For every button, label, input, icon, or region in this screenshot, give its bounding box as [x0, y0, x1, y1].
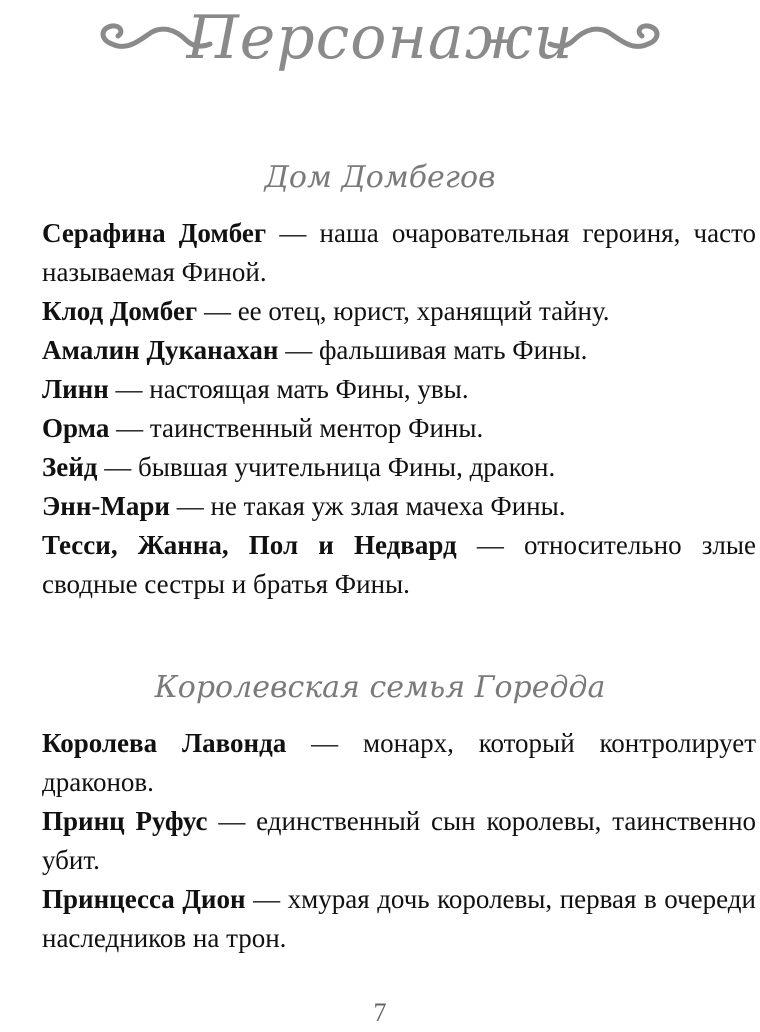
character-entry: [4, 802, 756, 880]
character-description: — настоящая мать Фины, увы.: [108, 374, 469, 404]
character-entry: [4, 448, 756, 487]
character-description: — наша очаровательная героиня, часто называемая Финой.: [42, 218, 756, 287]
character-name: Амалин Дуканахан: [42, 335, 279, 365]
character-description: — единственный сын королевы, таинственно убит.: [42, 806, 757, 875]
character-name: Принц Руфус: [42, 806, 208, 836]
character-name: Королева Лавонда: [42, 728, 287, 758]
character-name: Орма: [42, 413, 110, 443]
character-name: Энн-Мари: [42, 491, 170, 521]
character-name: Линн: [42, 374, 109, 404]
character-description: — относительно злые сводные сестры и братья Фины.: [42, 530, 757, 599]
section-heading-dombeg: Дом Домбегов: [264, 160, 496, 195]
section-heading-royal-family: Королевская семья Горедда: [154, 670, 606, 705]
character-entry: [4, 214, 756, 292]
section-dombeg-entries: [4, 214, 756, 604]
character-name: Принцесса Дион: [42, 884, 246, 914]
character-description: — фальшивая мать Фины.: [278, 335, 588, 365]
character-entry: [4, 292, 756, 331]
character-description: — таинственный ментор Фины.: [109, 413, 484, 443]
character-name: Тесси, Жанна, Пол и Недвард: [42, 530, 457, 560]
page-number: 7: [373, 998, 387, 1027]
page-title: Персонажи: [186, 3, 574, 73]
character-description: — бывшая учительница Фины, дракон.: [97, 452, 556, 482]
character-name: Зейд: [42, 452, 98, 482]
character-entry: [4, 487, 756, 526]
character-description: — ее отец, юрист, хранящий тайну.: [197, 296, 610, 326]
character-description: — монарх, который контролирует драконов.: [42, 728, 757, 797]
section-royal-family-entries: [4, 724, 756, 958]
character-entry: [4, 724, 756, 802]
character-entry: [4, 370, 756, 409]
character-description: — хмурая дочь королевы, первая в очереди наследников на трон.: [42, 884, 756, 953]
character-name: Клод Домбег: [42, 296, 198, 326]
character-description: — не такая уж злая мачеха Фины.: [169, 491, 566, 521]
character-name: Серафина Домбег: [42, 218, 267, 248]
character-entry: [4, 880, 756, 958]
page-header: [0, 0, 760, 80]
character-entry: [4, 409, 756, 448]
character-entry: [4, 331, 756, 370]
character-entry: [4, 526, 756, 604]
